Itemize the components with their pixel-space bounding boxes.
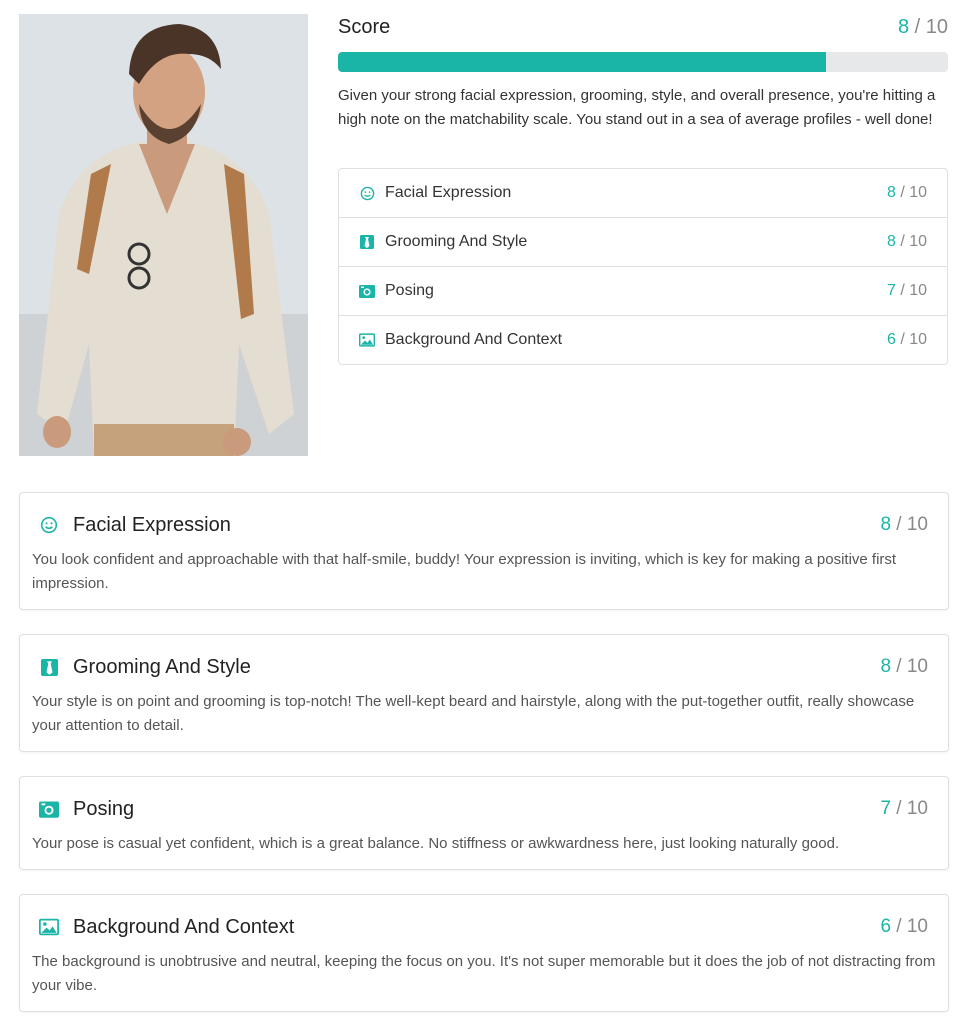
detail-card-background-and-context — [19, 894, 949, 1012]
detail-score-number: 8 — [880, 656, 892, 677]
detail-card-score — [880, 798, 928, 820]
smile-icon — [39, 515, 59, 535]
detail-card-title: Posing — [73, 797, 135, 820]
detail-card-text: The background is unobtrusive and neutral, keeping the focus on you. It's not super memorable but it does the job of not distracting from your vibe. — [32, 953, 936, 994]
overall-score-number: 8 — [897, 16, 910, 38]
criteria-score-number: 8 — [886, 184, 896, 201]
detail-card-score — [880, 656, 928, 678]
criteria-score-max: / 10 — [900, 331, 927, 348]
criteria-score-number: 7 — [886, 282, 896, 299]
criteria-list — [338, 168, 948, 365]
criteria-row-background-and-context — [339, 316, 947, 364]
criteria-score — [887, 282, 927, 300]
detail-card-text: Your style is on point and grooming is top-notch! The well-kept beard and hairstyle, along with the put-together outfit, really showcase your attention to detail. — [32, 693, 915, 734]
camera-icon — [39, 799, 59, 819]
detail-card-score — [880, 916, 928, 938]
criteria-row-facial-expression — [339, 169, 947, 218]
criteria-score-number: 8 — [886, 233, 896, 250]
criteria-label: Background And Context — [385, 331, 563, 348]
criteria-score-max: / 10 — [900, 184, 927, 201]
smile-icon — [359, 185, 375, 201]
tie-icon — [39, 657, 59, 677]
detail-card-title: Facial Expression — [73, 513, 231, 536]
image-icon — [39, 917, 59, 937]
criteria-score-max: / 10 — [900, 282, 927, 299]
detail-card-score — [880, 514, 928, 536]
criteria-row-grooming-and-style — [339, 218, 947, 267]
criteria-score — [887, 184, 927, 202]
detail-score-max: / 10 — [896, 798, 928, 819]
score-progress-bar — [338, 52, 948, 72]
criteria-label: Facial Expression — [385, 184, 512, 201]
detail-card-facial-expression — [19, 492, 949, 610]
score-summary: Given your strong facial expression, grooming, style, and overall presence, you're hitting a high note on the matchability scale. You stand out in a sea of average profiles - well done! — [338, 87, 936, 128]
criteria-row-posing — [339, 267, 947, 316]
criteria-score-max: / 10 — [900, 233, 927, 250]
overall-score-max: / 10 — [914, 16, 948, 38]
detail-card-text: Your pose is casual yet confident, which is a great balance. No stiffness or awkwardness here, just looking naturally good. — [32, 835, 840, 852]
detail-card-text: You look confident and approachable with that half-smile, buddy! Your expression is inviting, which is key for making a positive first impression. — [32, 551, 897, 592]
tie-icon — [359, 234, 375, 250]
overall-score — [898, 16, 948, 39]
detail-card-posing — [19, 776, 949, 870]
criteria-label: Posing — [385, 282, 434, 299]
detail-card-title: Grooming And Style — [73, 655, 251, 678]
score-progress-fill — [338, 52, 826, 72]
profile-photo — [19, 14, 308, 456]
detail-card-title: Background And Context — [73, 915, 295, 938]
detail-score-max: / 10 — [896, 916, 928, 937]
criteria-score — [887, 331, 927, 349]
detail-card-grooming-and-style — [19, 634, 949, 752]
criteria-score-number: 6 — [886, 331, 896, 348]
detail-score-max: / 10 — [896, 656, 928, 677]
detail-score-number: 6 — [880, 916, 892, 937]
detail-score-number: 8 — [880, 514, 892, 535]
criteria-score — [887, 233, 927, 251]
detail-score-number: 7 — [880, 798, 892, 819]
criteria-label: Grooming And Style — [385, 233, 528, 250]
detail-score-max: / 10 — [896, 514, 928, 535]
camera-icon — [359, 283, 375, 299]
score-title: Score — [338, 16, 391, 38]
image-icon — [359, 332, 375, 348]
